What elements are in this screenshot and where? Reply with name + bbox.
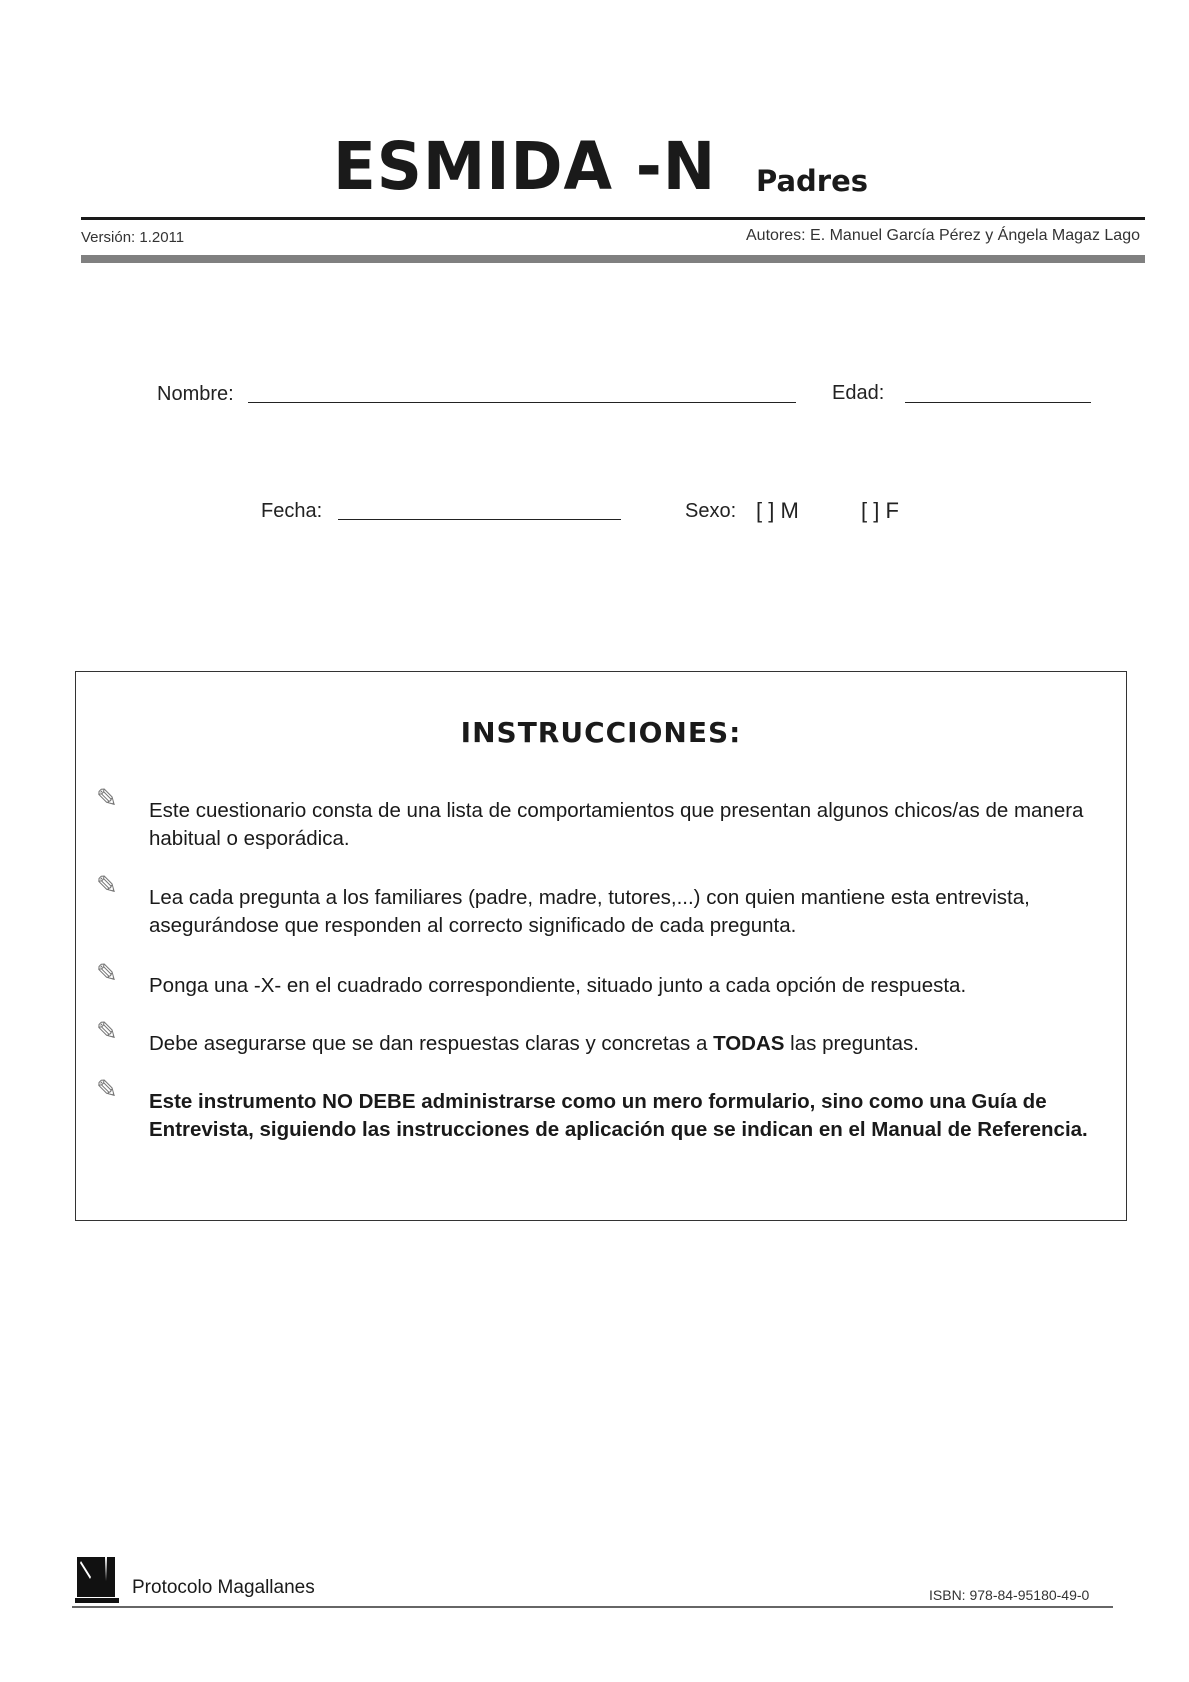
instruction-text: las preguntas. — [784, 1032, 919, 1055]
age-label: Edad: — [832, 382, 885, 404]
isbn-label: ISBN: 978-84-95180-49-0 — [929, 1587, 1090, 1603]
instruction-text: Ponga una -X- en el cuadrado correspondiente, situado junto a cada opción de respuesta. — [149, 974, 967, 997]
header-bar — [81, 255, 1145, 263]
sex-f-checkbox[interactable]: [ ] F — [861, 498, 899, 523]
instruction-item — [96, 870, 1096, 940]
instruction-item — [96, 958, 1096, 1000]
pencil-icon: ✎ — [96, 1074, 118, 1104]
date-label: Fecha: — [261, 500, 323, 522]
pencil-icon: ✎ — [96, 1016, 118, 1046]
name-label: Nombre: — [157, 383, 234, 405]
age-field[interactable] — [905, 402, 1091, 403]
name-field[interactable] — [248, 402, 796, 403]
instruction-text: Este cuestionario consta de una lista de comportamientos que presentan algunos chicos/as de manera habitual o esporádica. — [149, 799, 1084, 850]
instructions-title: INSTRUCCIONES: — [460, 716, 742, 749]
instruction-emphasis: Este instrumento NO DEBE administrarse como un mero formulario, sino como una Guía de Entrevista, siguiendo las instrucciones de aplicación que se indican en el Manual de Referencia. — [149, 1090, 1088, 1141]
pencil-icon: ✎ — [96, 870, 118, 900]
pencil-icon: ✎ — [96, 783, 118, 813]
authors-label: Autores: E. Manuel García Pérez y Ángela Magaz Lago — [746, 227, 1140, 244]
footer-rule — [72, 1606, 1113, 1608]
instruction-item — [96, 1074, 1096, 1144]
pencil-icon: ✎ — [96, 958, 118, 988]
instruction-text: Lea cada pregunta a los familiares (padre, madre, tutores,...) con quien mantiene esta entrevista, asegurándose que responden al correcto significado de cada pregunta. — [149, 886, 1030, 937]
document-title: ESMIDA -N — [333, 128, 717, 205]
sex-m-checkbox[interactable]: [ ] M — [756, 498, 799, 523]
brand-name: Protocolo Magallanes — [132, 1577, 315, 1598]
header-rule — [81, 217, 1145, 220]
instruction-item — [96, 1016, 1096, 1058]
instructions-box — [75, 671, 1127, 1221]
date-field[interactable] — [338, 519, 621, 520]
instruction-item — [96, 783, 1096, 853]
document-subtitle: Padres — [756, 164, 869, 198]
magallanes-logo-icon — [75, 1557, 119, 1604]
sex-label: Sexo: — [685, 500, 737, 522]
version-label: Versión: 1.2011 — [81, 229, 185, 246]
instruction-emphasis: TODAS — [713, 1032, 785, 1055]
instruction-text: Debe asegurarse que se dan respuestas claras y concretas a — [149, 1032, 714, 1055]
